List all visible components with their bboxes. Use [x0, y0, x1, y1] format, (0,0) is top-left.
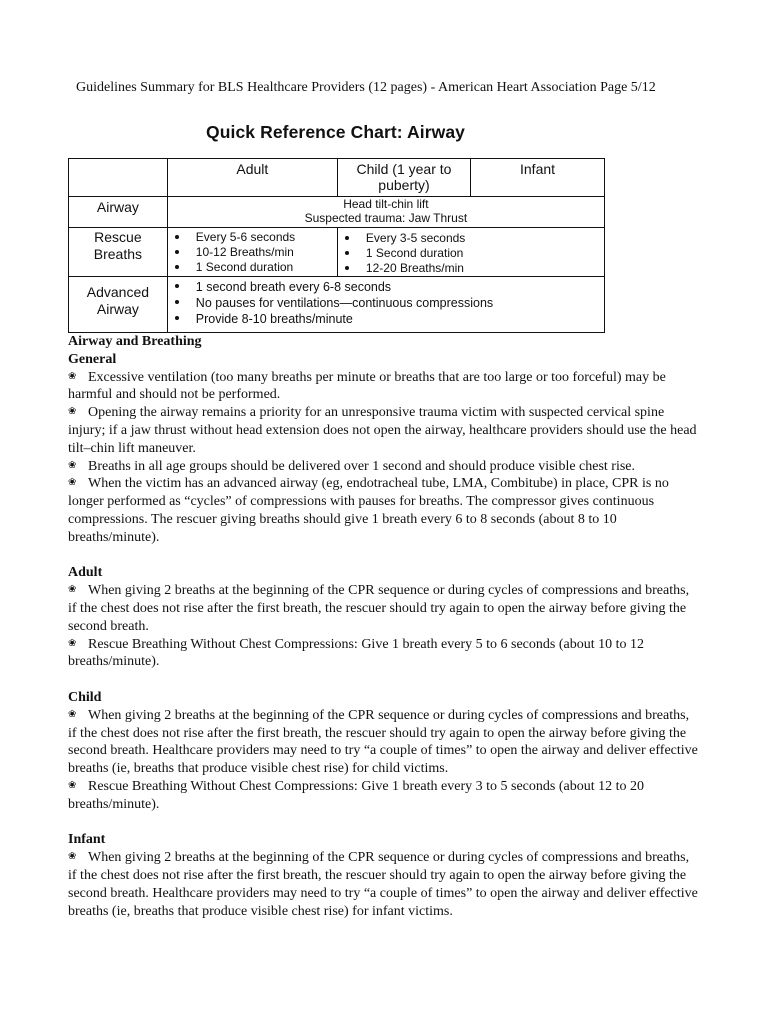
list-item: Every 3-5 seconds — [342, 231, 604, 246]
flower-bullet-icon: ❀ — [68, 406, 77, 418]
table-row-rescue-breaths — [69, 228, 605, 277]
list-item: 12-20 Breaths/min — [342, 261, 604, 276]
flower-bullet-icon: ❀ — [68, 708, 77, 720]
table-header-row — [69, 159, 605, 197]
list-item: No pauses for ventilations—continuous compressions — [172, 295, 604, 311]
flower-bullet-icon: ❀ — [68, 370, 77, 382]
list-item: Every 5-6 seconds — [172, 230, 337, 245]
section-heading-airway-breathing: Airway and Breathing — [68, 334, 202, 349]
list-item: ❀ When giving 2 breaths at the beginning of the CPR sequence or during cycles of compressions and breaths, if the chest does not rise after the first breath, the rescuer should try again to open the airway before giving the second breath. Healthcare providers may need to try “a couple of times” to open the airway and deliver effective breaths (ie, breaths that produce visible chest rise) for child victims. — [68, 707, 698, 777]
flower-bullet-icon: ❀ — [68, 851, 77, 863]
row-label-airway: Airway — [69, 197, 168, 228]
table-corner-cell — [69, 159, 168, 197]
list-item: ❀ Opening the airway remains a priority for an unresponsive trauma victim with suspected cervical spine injury; if a jaw thrust without head extension does not open the airway, healthcare providers should use the head tilt–chin lift maneuver. — [68, 405, 697, 456]
section-heading-adult: Adult — [68, 565, 103, 581]
row-label-rescue-breaths: Rescue Breaths — [69, 228, 168, 277]
airway-line-1: Head tilt-chin lift — [343, 197, 429, 211]
list-item: Provide 8-10 breaths/minute — [172, 311, 604, 327]
section-heading-infant: Infant — [68, 832, 106, 848]
list-item: ❀ Breaths in all age groups should be delivered over 1 second and should produce visible chest rise. — [68, 458, 636, 474]
section-heading-child: Child — [68, 689, 102, 705]
table-row-advanced-airway — [69, 277, 605, 333]
flower-bullet-icon: ❀ — [68, 477, 77, 489]
chart-title: Quick Reference Chart: Airway — [206, 122, 466, 142]
list-item: ❀ Rescue Breathing Without Chest Compressions: Give 1 breath every 3 to 5 seconds (about 12 to 20 breaths/minute). — [68, 778, 644, 812]
list-item: ❀ When giving 2 breaths at the beginning of the CPR sequence or during cycles of compressions and breaths, if the chest does not rise after the first breath, the rescuer should try again to open the airway before giving the second breath. Healthcare providers may need to try “a couple of times” to open the airway and deliver effective breaths (ie, breaths that produce visible chest rise) for infant victims. — [68, 850, 698, 919]
col-header-child: Child (1 year to puberty) — [337, 159, 470, 197]
col-header-infant: Infant — [471, 159, 605, 197]
page-header: Guidelines Summary for BLS Healthcare Providers (12 pages) - American Heart Association Page 5/12 — [76, 80, 656, 95]
list-item: ❀ Rescue Breathing Without Chest Compressions: Give 1 breath every 5 to 6 seconds (about 10 to 12 breaths/minute). — [68, 636, 644, 670]
quick-reference-table — [68, 158, 605, 333]
table-row-airway — [69, 197, 605, 228]
flower-bullet-icon: ❀ — [68, 584, 77, 596]
airway-technique-cell — [167, 197, 604, 228]
col-header-adult: Adult — [167, 159, 337, 197]
list-item: 1 second breath every 6-8 seconds — [172, 279, 604, 295]
list-item: 1 Second duration — [172, 260, 337, 275]
flower-bullet-icon: ❀ — [68, 637, 77, 649]
guidelines-body — [68, 333, 698, 920]
row-label-advanced-airway: Advanced Airway — [69, 277, 168, 333]
flower-bullet-icon: ❀ — [68, 459, 77, 471]
list-item: 1 Second duration — [342, 246, 604, 261]
flower-bullet-icon: ❀ — [68, 779, 77, 791]
rescue-child-infant-cell — [337, 228, 604, 277]
list-item: ❀ Excessive ventilation (too many breaths per minute or breaths that are too large or too forceful) may be harmful and should not be performed. — [68, 369, 666, 403]
list-item: ❀ When giving 2 breaths at the beginning of the CPR sequence or during cycles of compressions and breaths, if the chest does not rise after the first breath, the rescuer should try again to open the airway before giving the second breath. — [68, 583, 690, 634]
section-heading-general: General — [68, 351, 117, 367]
rescue-adult-cell — [167, 228, 337, 277]
list-item: 10-12 Breaths/min — [172, 245, 337, 260]
airway-line-2: Suspected trauma: Jaw Thrust — [304, 211, 468, 225]
list-item: ❀ When the victim has an advanced airway (eg, endotracheal tube, LMA, Combitube) in place, CPR is no longer performed as “cycles” of compressions with pauses for breaths. The compressor gives continuous compressions. The rescuer giving breaths should give 1 breath every 6 to 8 seconds (about 8 to 10 breaths/minute). — [68, 476, 669, 545]
advanced-airway-cell — [167, 277, 604, 333]
